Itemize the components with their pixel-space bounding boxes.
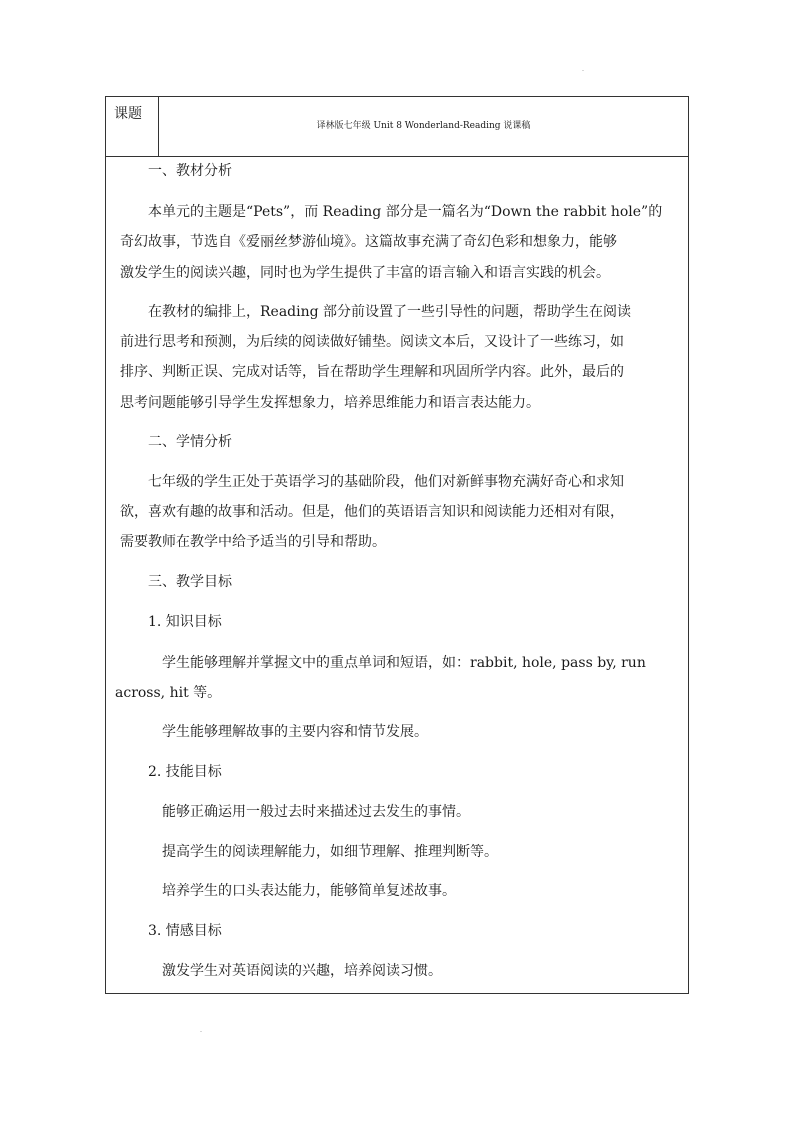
goal-heading-emotion: 3. 情感目标: [148, 923, 222, 939]
goal-item: 激发学生对英语阅读的兴趣，培养阅读习惯。: [162, 963, 442, 979]
section-heading-student-analysis: 二、学情分析: [148, 434, 232, 450]
goal-item-line: 学生能够理解并掌握文中的重点单词和短语，如：rabbit, hole, pass by, run: [162, 655, 646, 671]
goal-item-line: across, hit 等。: [115, 685, 222, 701]
table-header-row: [106, 97, 688, 157]
paragraph-line: 奇幻故事，节选自《爱丽丝梦游仙境》。这篇故事充满了奇幻色彩和想象力，能够: [120, 234, 617, 250]
paragraph-line: 前进行思考和预测，为后续的阅读做好铺垫。阅读文本后，又设计了一些练习，如: [120, 334, 624, 350]
section-heading-textbook-analysis: 一、教材分析: [148, 163, 232, 179]
goal-heading-knowledge: 1. 知识目标: [148, 614, 222, 630]
paragraph-line: 本单元的主题是“Pets”，而 Reading 部分是一篇名为“Down the rabbit hole”的: [148, 204, 663, 220]
paragraph-line: 排序、判断正误、完成对话等，旨在帮助学生理解和巩固所学内容。此外，最后的: [120, 364, 624, 380]
goal-item: 培养学生的口头表达能力，能够简单复述故事。: [162, 883, 456, 899]
goal-heading-skills: 2. 技能目标: [148, 764, 222, 780]
paragraph-line: 七年级的学生正处于英语学习的基础阶段，他们对新鲜事物充满好奇心和求知: [148, 474, 624, 490]
paragraph-line: 欲，喜欢有趣的故事和活动。但是，他们的英语语言知识和阅读能力还相对有限，: [120, 504, 624, 520]
topic-label-cell: [106, 97, 159, 156]
section-heading-teaching-goals: 三、教学目标: [148, 574, 232, 590]
paragraph-line: 思考问题能够引导学生发挥想象力，培养思维能力和语言表达能力。: [120, 395, 540, 411]
paragraph-line: 需要教师在教学中给予适当的引导和帮助。: [120, 534, 386, 550]
goal-item: 学生能够理解故事的主要内容和情节发展。: [162, 724, 428, 740]
goal-item: 能够正确运用一般过去时来描述过去发生的事情。: [162, 804, 470, 820]
topic-label: 课题: [114, 106, 142, 122]
goal-item: 提高学生的阅读理解能力，如细节理解、推理判断等。: [162, 844, 498, 860]
lesson-title: 译林版七年级 Unit 8 Wonderland-Reading 说课稿: [316, 121, 531, 131]
paragraph-line: 激发学生的阅读兴趣，同时也为学生提供了丰富的语言输入和语言实践的机会。: [120, 265, 610, 281]
page-mark-bottom: [200, 1031, 202, 1032]
page-mark-top: [582, 70, 584, 71]
lesson-plan-table: [105, 96, 689, 994]
content-cell: [106, 157, 688, 993]
paragraph-line: 在教材的编排上，Reading 部分前设置了一些引导性的问题，帮助学生在阅读: [148, 304, 632, 320]
